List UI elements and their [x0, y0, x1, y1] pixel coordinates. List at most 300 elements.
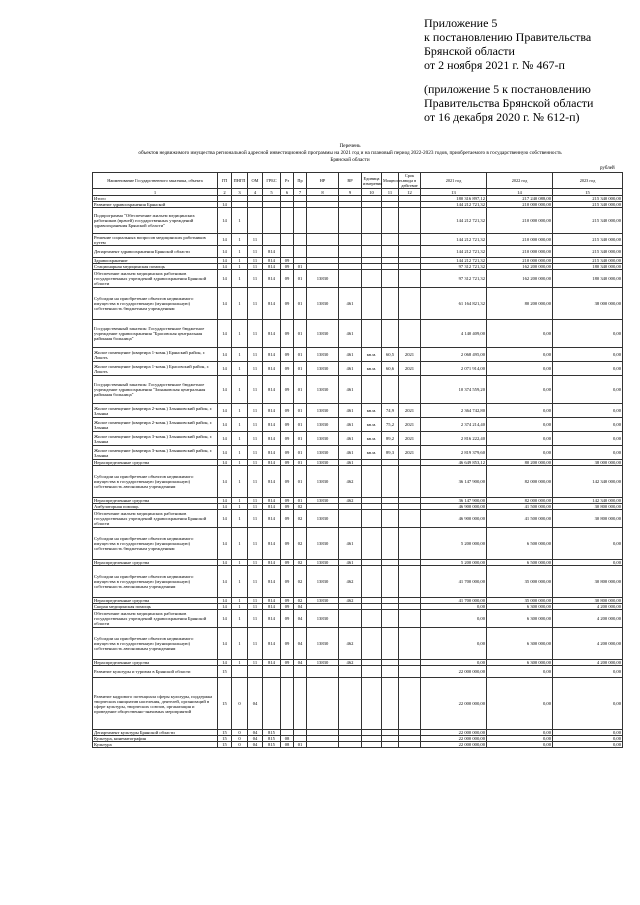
code-cell: 60,6 [382, 362, 399, 376]
column-number: 10 [362, 189, 382, 196]
code-cell: 09 [281, 510, 294, 528]
code-cell: 14 [218, 258, 232, 264]
code-cell [362, 270, 382, 288]
amount-cell: 0,00 [553, 736, 623, 742]
code-cell: 461 [339, 560, 362, 566]
code-cell: 14 [218, 604, 232, 610]
table-row [93, 348, 623, 362]
code-cell: кв.м. [362, 446, 382, 460]
amount-cell: 36 147 900,00 [421, 466, 487, 498]
code-cell: 0 [232, 678, 248, 730]
code-cell: 01 [294, 466, 307, 498]
column-header: 2022 год [487, 173, 553, 189]
code-cell: 14 [218, 234, 232, 246]
code-cell [248, 208, 263, 234]
table-row [93, 446, 623, 460]
title-line: объектов недвижимого имущества региональной адресной инвестиционной программы на 2021 год и на плановый период 2022-2023 годов, приобретаемого в государственную собственность [138, 150, 562, 156]
code-cell: 09 [281, 348, 294, 362]
table-row [93, 418, 623, 432]
code-cell: 09 [281, 432, 294, 446]
code-cell: 01 [294, 460, 307, 466]
code-cell [362, 246, 382, 258]
amount-cell: 35 000 000,00 [487, 566, 553, 598]
row-name-cell: Нераспределенные средства [93, 560, 218, 566]
code-cell: 1 [232, 264, 248, 270]
code-cell: 2021 [399, 446, 421, 460]
row-name-cell: Обеспечение жильем медицинских работников государственных учреждений здравоохранения Брянской области [93, 270, 218, 288]
row-name-cell: Жилое помещение (квартира 1-комн.) Брянский район, г. Локоть [93, 348, 218, 362]
amount-cell: 6 300 000,00 [487, 604, 553, 610]
column-header: ОМ [248, 173, 263, 189]
title-line: Брянской области [330, 157, 370, 163]
amount-cell: 0,00 [553, 376, 623, 404]
code-cell: 01 [294, 742, 307, 748]
code-cell [281, 678, 294, 730]
code-cell: 814 [263, 566, 281, 598]
amount-cell: 6 300 000,00 [487, 628, 553, 660]
amount-cell: 41 700 000,00 [421, 566, 487, 598]
row-name-cell: Жилое помещение (квартира 2-комн.) Злынковский район, г. Злынка [93, 404, 218, 418]
code-cell: 11 [248, 348, 263, 362]
amount-cell: 46 900 000,00 [421, 510, 487, 528]
code-cell: 814 [263, 270, 281, 288]
row-name-cell: Стационарная медицинская помощь [93, 264, 218, 270]
code-cell: 09 [281, 288, 294, 320]
amount-cell: 0,00 [487, 320, 553, 348]
investment-table [92, 172, 623, 748]
code-cell: 1 [232, 432, 248, 446]
code-cell: 461 [339, 362, 362, 376]
code-cell [399, 270, 421, 288]
column-header: 2023 год [553, 173, 623, 189]
column-number: 8 [307, 189, 339, 196]
amount-cell: 82 000 000,00 [487, 498, 553, 504]
row-name-cell: Субсидии на приобретение объектов недвижимого имущества в государственную (муниципальную) собственность автономным учреждениям [93, 566, 218, 598]
code-cell: 1 [232, 418, 248, 432]
code-cell: 1 [232, 510, 248, 528]
code-cell: 04 [248, 678, 263, 730]
code-cell: 14 [218, 270, 232, 288]
amount-cell: 0,00 [487, 376, 553, 404]
code-cell: 01 [294, 432, 307, 446]
table-row [93, 270, 623, 288]
amount-cell: 0,00 [487, 446, 553, 460]
code-cell: 1 [232, 560, 248, 566]
code-cell [339, 246, 362, 258]
code-cell: 11 [248, 446, 263, 460]
code-cell: 11 [248, 404, 263, 418]
row-name-cell: Развитие культуры и туризма в Брянской области [93, 666, 218, 678]
code-cell: 815 [263, 742, 281, 748]
code-cell [382, 270, 399, 288]
column-header: Рз [281, 173, 294, 189]
code-cell: 0 [232, 742, 248, 748]
code-cell [294, 246, 307, 258]
code-cell: 14 [218, 466, 232, 498]
code-cell [339, 610, 362, 628]
code-cell: 14 [218, 446, 232, 460]
code-cell: 1 [232, 498, 248, 504]
code-cell: 814 [263, 504, 281, 510]
amount-cell: 4 200 000,00 [553, 610, 623, 628]
code-cell: 14 [218, 348, 232, 362]
column-number: 14 [487, 189, 553, 196]
code-cell: 02 [294, 598, 307, 604]
code-cell [399, 528, 421, 560]
code-cell [307, 666, 339, 678]
column-header: ПНГП [232, 173, 248, 189]
amount-cell: 2 816 222,40 [421, 432, 487, 446]
code-cell [382, 376, 399, 404]
code-cell: 814 [263, 258, 281, 264]
code-cell: 09 [281, 258, 294, 264]
code-cell [307, 678, 339, 730]
code-cell [362, 320, 382, 348]
amount-cell: 215 340 000,00 [553, 234, 623, 246]
amount-cell: 215 340 000,00 [553, 208, 623, 234]
table-row [93, 528, 623, 560]
row-name-cell: Обеспечение жильем медицинских работников государственных учреждений здравоохранения Брянской области [93, 610, 218, 628]
code-cell: 75,2 [382, 418, 399, 432]
code-cell: 14 [218, 362, 232, 376]
column-number: 6 [281, 189, 294, 196]
code-cell: 814 [263, 498, 281, 504]
code-cell [281, 666, 294, 678]
code-cell: 01 [294, 320, 307, 348]
code-cell: 14 [218, 264, 232, 270]
column-number: 1 [93, 189, 218, 196]
table-row [93, 288, 623, 320]
row-name-cell: Жилое помещение (квартира 2-комн.) Злынковский район, г. Злынка [93, 418, 218, 432]
row-name-cell: Жилое помещение (квартира 3-комн.) Злынковский район, г. Злынка [93, 446, 218, 460]
row-name-cell: Подпрограмма "Обеспечение жильем медицинских работников (врачей) государственных учреждений здравоохранения Брянской области" [93, 208, 218, 234]
column-number: 12 [399, 189, 421, 196]
code-cell: 04 [248, 742, 263, 748]
row-name-cell: Департамент культуры Брянской области [93, 730, 218, 736]
amount-cell: 144 212 721,32 [421, 246, 487, 258]
amount-cell: 210 000 000,00 [487, 246, 553, 258]
code-cell [339, 742, 362, 748]
amount-cell: 0,00 [553, 528, 623, 560]
amount-cell: 5 200 000,00 [421, 560, 487, 566]
code-cell: 09 [281, 446, 294, 460]
code-cell: 11 [248, 466, 263, 498]
row-name-cell: Субсидии на приобретение объектов недвижимого имущества в государственную (муниципальную) собственность бюджетным учреждениям [93, 528, 218, 560]
code-cell: 09 [281, 264, 294, 270]
code-cell: 461 [339, 460, 362, 466]
table-header-row [93, 173, 623, 189]
row-name-cell: Субсидии на приобретение объектов недвижимого имущества в государственную (муниципальную) собственность автономным учреждениям [93, 628, 218, 660]
code-cell: 11 [248, 418, 263, 432]
code-cell: 1 [232, 628, 248, 660]
amount-cell: 0,00 [553, 446, 623, 460]
code-cell: 09 [281, 598, 294, 604]
code-cell: 04 [294, 604, 307, 610]
code-cell: 89,2 [382, 432, 399, 446]
code-cell: 462 [339, 660, 362, 666]
amount-cell: 0,00 [553, 418, 623, 432]
code-cell: 1 [232, 234, 248, 246]
code-cell: 01 [294, 498, 307, 504]
code-cell: 1 [232, 566, 248, 598]
amount-cell: 97 312 721,32 [421, 270, 487, 288]
code-cell [362, 666, 382, 678]
code-cell: 09 [281, 404, 294, 418]
code-cell: 04 [248, 730, 263, 736]
code-cell [399, 678, 421, 730]
code-cell: 11 [248, 432, 263, 446]
code-cell: 13830 [307, 660, 339, 666]
code-cell [362, 466, 382, 498]
amount-cell: 210 000 000,00 [487, 234, 553, 246]
code-cell: 814 [263, 246, 281, 258]
code-cell: 462 [339, 628, 362, 660]
code-cell: 11 [248, 362, 263, 376]
code-cell: 13830 [307, 376, 339, 404]
code-cell: 09 [281, 270, 294, 288]
amount-cell: 46 649 853,12 [421, 460, 487, 466]
row-name-cell: Культура [93, 742, 218, 748]
code-cell: 14 [218, 660, 232, 666]
code-cell: 14 [218, 560, 232, 566]
code-cell: 02 [294, 566, 307, 598]
code-cell: 11 [248, 264, 263, 270]
table-row [93, 742, 623, 748]
code-cell: 2021 [399, 404, 421, 418]
code-cell: 461 [339, 376, 362, 404]
code-cell: 1 [232, 362, 248, 376]
amount-cell: 215 340 000,00 [553, 246, 623, 258]
code-cell [399, 628, 421, 660]
code-cell: 461 [339, 404, 362, 418]
amount-cell: 0,00 [553, 678, 623, 730]
code-cell [307, 234, 339, 246]
amount-cell: 0,00 [421, 604, 487, 610]
amount-cell: 38 000 000,00 [553, 288, 623, 320]
code-cell: 60,5 [382, 348, 399, 362]
code-cell: 462 [339, 598, 362, 604]
amount-cell: 6 300 000,00 [487, 660, 553, 666]
code-cell: 11 [248, 376, 263, 404]
header-sub-line: от 16 декабря 2020 г. № 612-п) [424, 110, 580, 124]
amount-cell: 144 212 721,32 [421, 208, 487, 234]
amount-cell: 180 340 000,00 [553, 270, 623, 288]
code-cell: 14 [218, 202, 232, 208]
code-cell [382, 678, 399, 730]
amount-cell: 80 200 000,00 [487, 288, 553, 320]
row-name-cell: Решение социальных вопросов медицинских работников путем [93, 234, 218, 246]
code-cell: 814 [263, 460, 281, 466]
code-cell: 89,3 [382, 446, 399, 460]
code-cell: кв.м. [362, 362, 382, 376]
amount-cell: 215 340 000,00 [553, 258, 623, 264]
column-number: 11 [382, 189, 399, 196]
code-cell [382, 610, 399, 628]
code-cell [339, 510, 362, 528]
code-cell: 814 [263, 320, 281, 348]
code-cell: 1 [232, 246, 248, 258]
column-number-row [93, 189, 623, 196]
code-cell [382, 742, 399, 748]
column-number: 9 [339, 189, 362, 196]
code-cell [281, 208, 294, 234]
code-cell [399, 234, 421, 246]
amount-cell: 22 000 000,00 [421, 730, 487, 736]
amount-cell: 144 212 721,32 [421, 234, 487, 246]
code-cell [399, 320, 421, 348]
code-cell: 11 [248, 246, 263, 258]
code-cell [339, 678, 362, 730]
code-cell: 815 [263, 736, 281, 742]
amount-cell: 6 300 000,00 [487, 610, 553, 628]
code-cell: 14 [218, 288, 232, 320]
amount-cell: 0,00 [421, 628, 487, 660]
amount-cell: 0,00 [553, 348, 623, 362]
code-cell [362, 678, 382, 730]
amount-cell: 0,00 [487, 742, 553, 748]
code-cell: 09 [281, 604, 294, 610]
column-header: Единица измерения [362, 173, 382, 189]
code-cell: 814 [263, 628, 281, 660]
code-cell: 14 [218, 566, 232, 598]
code-cell: 01 [294, 446, 307, 460]
amount-cell: 0,00 [487, 362, 553, 376]
amount-cell: 0,00 [487, 666, 553, 678]
document-title [80, 143, 620, 164]
code-cell: 1 [232, 404, 248, 418]
row-name-cell: Нераспределенные средства [93, 460, 218, 466]
amount-cell: 22 000 000,00 [421, 666, 487, 678]
code-cell: 14 [218, 504, 232, 510]
amount-cell: 10 374 559,20 [421, 376, 487, 404]
row-name-cell: Скорая медицинская помощь [93, 604, 218, 610]
amount-cell: 142 340 000,00 [553, 498, 623, 504]
code-cell: 01 [294, 362, 307, 376]
code-cell [399, 246, 421, 258]
code-cell: 814 [263, 264, 281, 270]
column-number: 2 [218, 189, 232, 196]
code-cell [382, 628, 399, 660]
amount-cell: 6 500 000,00 [487, 528, 553, 560]
code-cell: 1 [232, 660, 248, 666]
code-cell: 08 [281, 736, 294, 742]
amount-cell: 41 700 000,00 [421, 598, 487, 604]
code-cell: 13830 [307, 598, 339, 604]
code-cell: 04 [294, 610, 307, 628]
code-cell: 11 [248, 510, 263, 528]
code-cell: 14 [218, 598, 232, 604]
code-cell: 1 [232, 348, 248, 362]
code-cell: 814 [263, 404, 281, 418]
code-cell [263, 208, 281, 234]
code-cell: 09 [281, 566, 294, 598]
code-cell: 13830 [307, 446, 339, 460]
code-cell: 13830 [307, 404, 339, 418]
row-name-cell: Развитие кадрового потенциала сферы культуры, поддержка творческих инициатив населения, деятелей, организаций в сфере культуры, творческих союзов, организация и проведение общественно-значимых мероприятий [93, 678, 218, 730]
code-cell [399, 742, 421, 748]
code-cell: 01 [294, 264, 307, 270]
code-cell [399, 466, 421, 498]
code-cell: 1 [232, 320, 248, 348]
code-cell: 14 [218, 432, 232, 446]
code-cell: 15 [218, 736, 232, 742]
code-cell: 01 [294, 376, 307, 404]
amount-cell: 82 000 000,00 [487, 466, 553, 498]
code-cell [399, 610, 421, 628]
code-cell: 09 [281, 498, 294, 504]
code-cell [382, 234, 399, 246]
amount-cell: 80 200 000,00 [487, 460, 553, 466]
code-cell: 04 [248, 736, 263, 742]
code-cell [339, 666, 362, 678]
code-cell [362, 288, 382, 320]
amount-cell: 210 000 000,00 [487, 258, 553, 264]
code-cell: 814 [263, 660, 281, 666]
code-cell: 09 [281, 466, 294, 498]
amount-cell: 36 147 900,00 [421, 498, 487, 504]
code-cell [382, 666, 399, 678]
code-cell: 09 [281, 504, 294, 510]
table-row [93, 376, 623, 404]
row-name-cell: Нераспределенные средства [93, 660, 218, 666]
table-row [93, 320, 623, 348]
code-cell [339, 208, 362, 234]
code-cell: 13830 [307, 560, 339, 566]
row-name-cell: Жилое помещение (квартира 1-комн.) Брасовский район, г. Локоть [93, 362, 218, 376]
amount-cell: 2 374 214,40 [421, 418, 487, 432]
amount-cell: 30 800 000,00 [553, 504, 623, 510]
code-cell: 2021 [399, 432, 421, 446]
amount-cell: 2 819 379,60 [421, 446, 487, 460]
code-cell [382, 288, 399, 320]
code-cell: 13830 [307, 288, 339, 320]
amount-cell: 0,00 [553, 666, 623, 678]
table-row [93, 610, 623, 628]
code-cell: 814 [263, 604, 281, 610]
column-number: 4 [248, 189, 263, 196]
row-name-cell: Итого [93, 196, 218, 202]
row-name-cell: Государственный заказчик: Государственное бюджетное учреждение здравоохранения "Брасовская центральная районная больница" [93, 320, 218, 348]
code-cell: 13830 [307, 528, 339, 560]
amount-cell: 30 800 000,00 [553, 566, 623, 598]
code-cell: 11 [248, 660, 263, 666]
code-cell: кв.м. [362, 348, 382, 362]
code-cell: 01 [294, 270, 307, 288]
header-line: к постановлению Правительства [424, 30, 592, 44]
code-cell: 02 [294, 510, 307, 528]
code-cell: 09 [281, 610, 294, 628]
code-cell: 1 [232, 604, 248, 610]
code-cell: 814 [263, 362, 281, 376]
table-row [93, 678, 623, 730]
code-cell [399, 566, 421, 598]
amount-cell: 41 500 000,00 [487, 510, 553, 528]
column-number: 3 [232, 189, 248, 196]
code-cell: 814 [263, 348, 281, 362]
code-cell: 09 [281, 460, 294, 466]
code-cell: 13830 [307, 510, 339, 528]
code-cell [362, 510, 382, 528]
code-cell: 462 [339, 466, 362, 498]
column-header: Срок ввода в действие [399, 173, 421, 189]
amount-cell: 210 000 000,00 [487, 202, 553, 208]
amount-cell: 0,00 [421, 610, 487, 628]
amount-cell: 0,00 [421, 660, 487, 666]
row-name-cell: Департамент здравоохранения Брянской области [93, 246, 218, 258]
code-cell: 14 [218, 460, 232, 466]
column-header: 2021 год [421, 173, 487, 189]
column-header: ГП [218, 173, 232, 189]
